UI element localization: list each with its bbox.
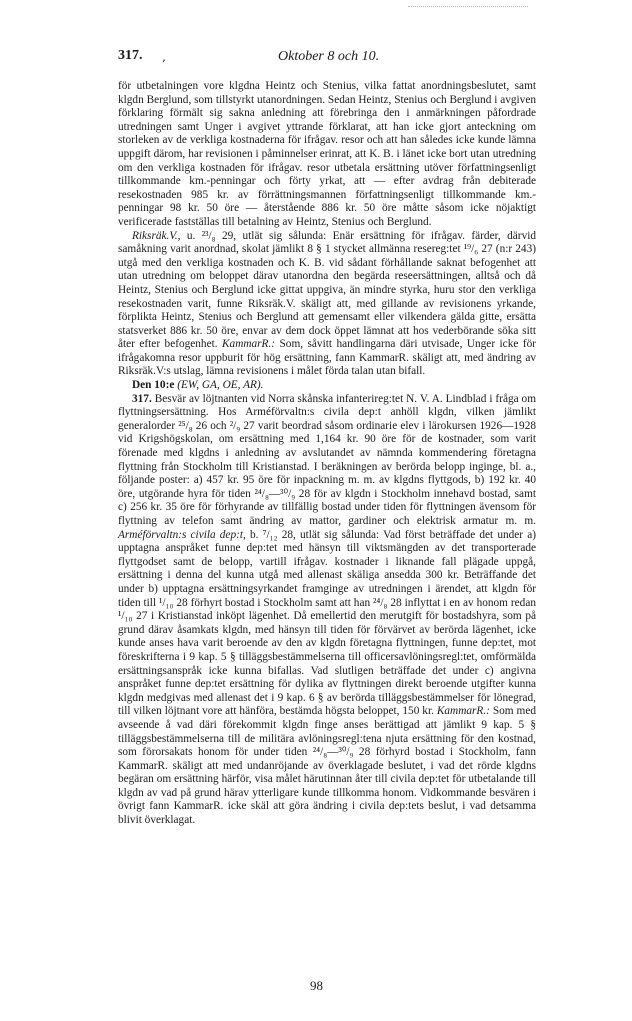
case-lead-kammarr: KammarR.: xyxy=(436,705,490,718)
date-label: Den 10:e xyxy=(132,379,175,392)
ruling-lead-riksrak: Riksräk.V., xyxy=(132,229,181,242)
body-text xyxy=(118,80,536,828)
case-text-3: Som med avseende å vad däri förekommit klgdn finge anses berättigad att jämlikt 9 kap. 5 § tilläggsbestämmelserna till de militära avlöningsregl:tena njuta ersättning för den kostnad, som förorsakats honom för under tiden ²⁴/₈—³⁰/₉ 28 förhyrd bostad i Stockholm, fann KammarR. skäligt att med undanröjande av överklagade beslutet, i vad det rörde klgdns begäran om ersättning härför, visa målet härutinnan åter till civila dep:tet för utbetalande till klgdn av vad på grund härav ytterligare kunde tillkomma honom. Vidkommande besvären i övrigt fann KammarR. icke skäl att göra ändring i civila dep:tets beslut, i vad detsamma blivit överklagat. xyxy=(118,705,536,827)
running-title: Oktober 8 och 10. xyxy=(278,49,380,64)
header-mark: ‚ xyxy=(162,50,166,64)
case-text-2: b. ⁷/₁₂ 28, utlät sig sålunda: Vad först beträffade det under a) upptagna anspråket funne dep:tet med hänsyn till viktsmängden av det transporterade flyttgodset samt de belopp, vartill ifrågav. kostnader i liknande fall plägade uppgå, ersättning i denna del kunna utgå med allenast skäliga ansedda 300 kr. Beträffande det under b) upptagna ersättningsyrkandet framginge av utredningen i ärendet, att klgdn för tiden till ¹/₁₀ 28 förhyrt bostad i Stockholm samt att han ²⁴/₈ 28 inflyttat i en av honom redan ¹/₁₀ 27 i Kristianstad inköpt lägenhet. Då emellertid den merutgift för bostadshyra, som på grund därav åsamkats klgdn, med hänsyn till tiden för förvärvet av berörda lägenhet, icke kunde anses hava varit beroende av den av klgdn företagna flyttningen, funne dep:tet, mot föreskrifterna i 9 kap. 5 § tilläggsbestämmelserna till officersavlöningsregl:tet, omförmälda ersättningsanspråk icke kunna bifallas. Vad slutligen beträffade det under c) angivna anspråket funne dep:tet ersättning för dylika av flyttningen direkt beroende utgifter kunna klgdn medgivas med allenast det i 9 kap. 6 § av berörda tilläggsbestämmelser för lönegrad, till vilken löjtnant vore att hänföra, bestämda högsta beloppet, 150 kr. xyxy=(118,528,536,718)
case-lead-dept: Arméförvaltn:s civila dep:t, xyxy=(118,528,246,541)
ruling-text-kammarr: Som, såvitt handlingarna däri utvisade, Unger icke för ifrågakomna resor uppburit för hög ersättning, fann KammarR. skäligt att, med ändring av Riksräk.V:s utslag, lämna revisionens i målet förda talan utan bifall. xyxy=(118,338,536,378)
date-line xyxy=(118,379,536,393)
case-317 xyxy=(118,393,536,828)
case-number: 317. xyxy=(132,392,152,405)
scan-artifact xyxy=(408,6,528,8)
ruling-lead-kammarr: KammarR.: xyxy=(222,338,276,351)
header-page-number: 317. xyxy=(118,48,143,63)
paragraph-riksrak xyxy=(118,230,536,380)
members-list: (EW, GA, OE, AR). xyxy=(177,379,264,392)
folio-number: 98 xyxy=(310,978,323,993)
page-header xyxy=(118,48,536,70)
ruling-text-riksrak: u. ²³/₈ 29, utlät sig sålunda: Enär ersättning för ifrågav. färder, därvid samåkning varit anordnad, skolat jämlikt 8 § 1 stycket allmänna resereg:tet ¹⁹/₆ 27 (n:r 243) utgå med den verkliga kostnaden och K. B. vid sådant förhållande saknat befogenhet att utan utredning om beloppet därav utanordna den begärda reseersättningen, alltså och då Heintz, Stenius och Berglund icke gittat uppgiva, än mindre styrka, huru stor den verkliga resekostnaden varit, funne Riksräk.V. skäligt att, med gillande av revisionens yrkande, förpliktа Heintz, Stenius och Berglund att gemensamt eller vilkendera gälda gitte, ersätta statsverket 886 kr. 50 öre, envar av dem dock öppet lämnat att hos vederbörande söka sitt åter efter befogenhet. xyxy=(118,229,536,351)
case-text-1: Besvär av löjtnanten vid Norra skånska infanterireg:tet N. V. A. Lindblad i fråga om flyttningsersättning. Hos Arméförvaltn:s civila dep:t anhöll klgdn, vilken jämlikt generalorder ²⁵/₈ 26 och ²/₉ 27 varit beordrad såsom ordinarie elev i lärokursen 1926—1928 vid Krigshögskolan, om ersättning med 1,164 kr. 90 öre för de kostnader, som varit förenade med klgdns i anledning av avslutandet av nämnda kommendering företagna flyttning från Stockholm till Kristianstad. I beräkningen av berörda belopp inginge, bl. a., följande poster: a) 457 kr. 95 öre för inpackning m. m. av klgdns flyttgods, b) 192 kr. 40 öre, utgörande hyra för tiden ²⁴/₈—³⁰/₉ 28 för av klgdn i Stockholm innehavd bostad, samt c) 256 kr. 35 öre för förhyrande av tillfällig bostad under tiden för flyttningen ävensom för flyttning av telefon samt ändring av mattor, gardiner och elektrisk armatur m. m. xyxy=(118,392,536,527)
paragraph-continuation: för utbetalningen vore klgdna Heintz och Stenius, vilka fattat anordningsbeslutet, samt klgdn Berglund, som tillstyrkt utanordningen. Sedan Heintz, Stenius och Berglund i avgiven förklaring förmält sig sakna anledning att förebringa den i anmärkningen påfordrade utredningen samt Unger i avgivet yttrande förklarat, att han icke gjort anteckning om storleken av de verkliga kostnaderna för ifrågav. resor och att han således icke kunde lämna uppgift därom, har revisionen i påminnelser erinrat, att K. B. i länet icke bort utan utredning om den verkliga kostnaden för ifrågav. resor utbetala ersättning utöver författningsenligt tillkommande km.-penningar och förty yrkat, att — efter avdrag från debiterade resekostnaden 985 kr. av förrättningsmannen författningsenligt tillkommande km.-penningar 98 kr. 50 öre — återstående 886 kr. 50 öre måtte såsom icke nöjaktigt verificerade fastställas till betalning av Heintz, Stenius och Berglund. xyxy=(118,80,536,228)
